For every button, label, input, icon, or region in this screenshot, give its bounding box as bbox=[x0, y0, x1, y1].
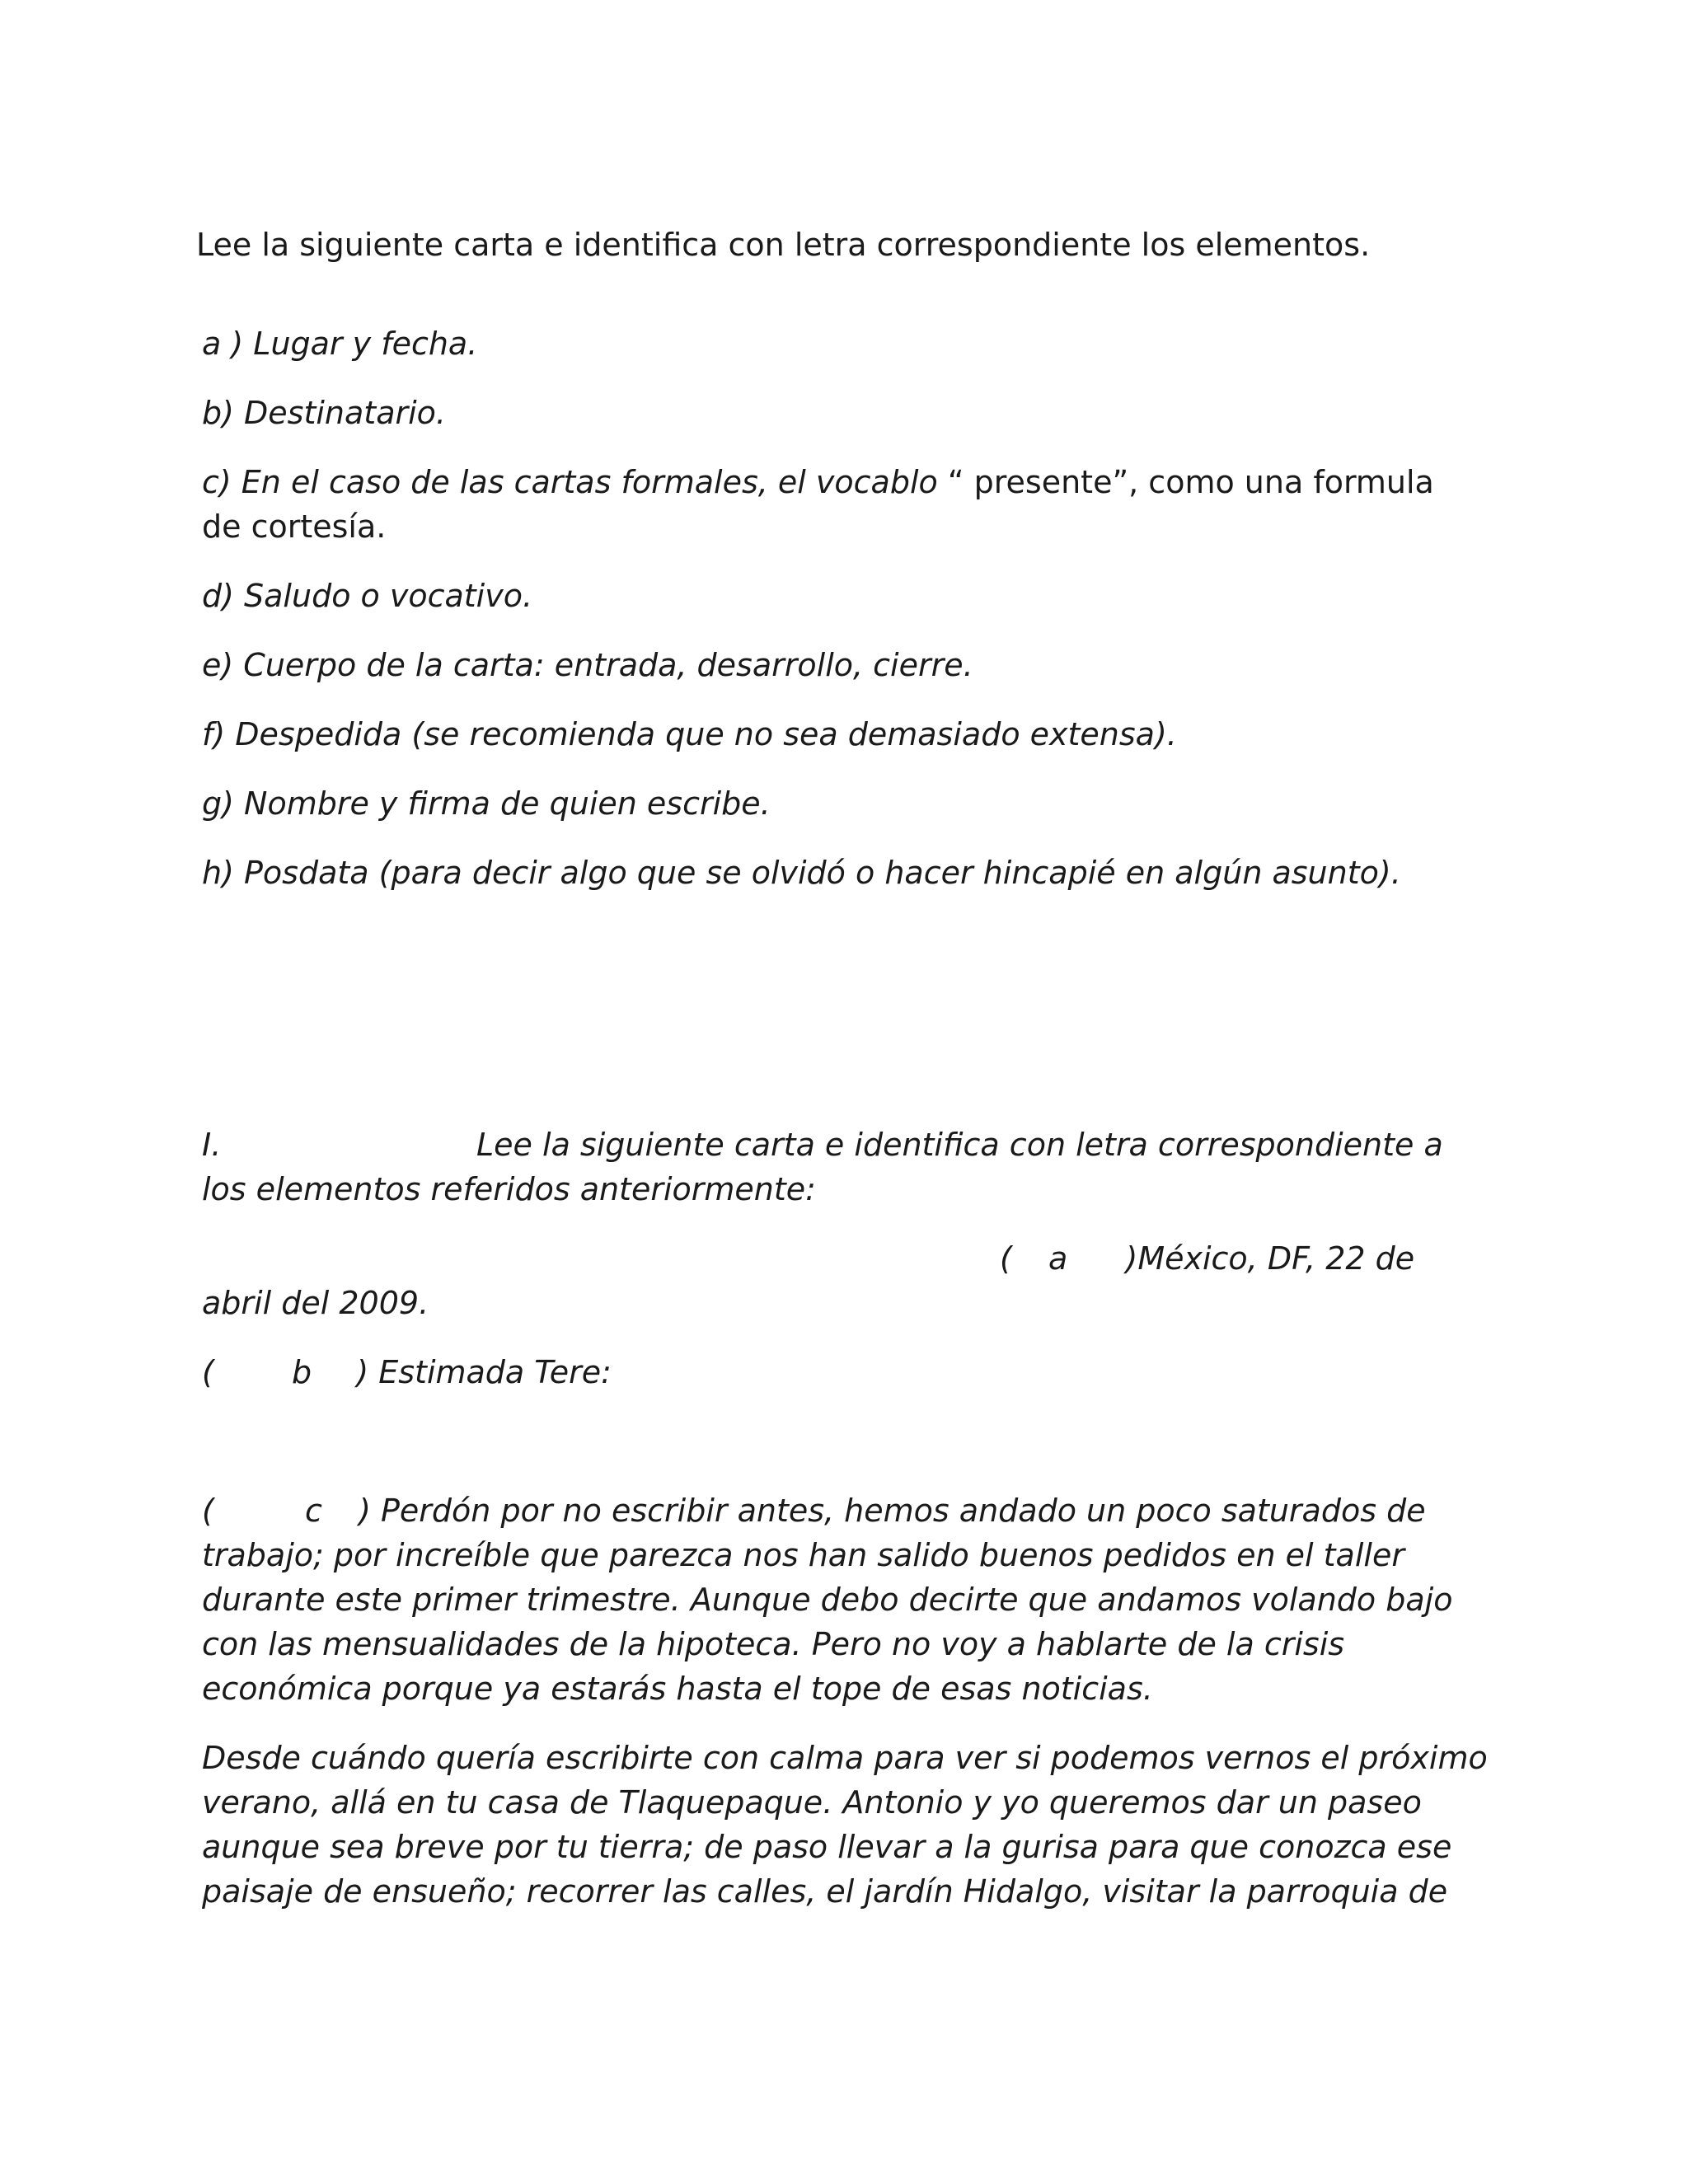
letter-body-p1-line3: durante este primer trimestre. Aunque debo decirte que andamos volando bajo bbox=[202, 1582, 1453, 1618]
element-e: e) Cuerpo de la carta: entrada, desarrollo, cierre. bbox=[202, 647, 973, 683]
letter-body-p1-line5: económica porque ya estarás hasta el tope de esas noticias. bbox=[202, 1671, 1153, 1707]
instruction-heading: Lee la siguiente carta e identifica con letra correspondiente los elementos. bbox=[196, 227, 1371, 263]
element-g: g) Nombre y firma de quien escribe. bbox=[202, 785, 771, 822]
element-c-italic: c) En el caso de las cartas formales, el vocablo bbox=[202, 464, 938, 500]
letter-body-p1-line4: con las mensualidades de la hipoteca. Pero no voy a hablarte de la crisis bbox=[202, 1626, 1345, 1662]
date-paren-open: ( bbox=[1000, 1240, 1012, 1277]
body-answer: c bbox=[305, 1493, 322, 1529]
letter-body-p2-line4: paisaje de ensueño; recorrer las calles, el jardín Hidalgo, visitar la parroquia de bbox=[202, 1873, 1448, 1910]
section-instruction-line2: los elementos referidos anteriormente: bbox=[202, 1171, 816, 1207]
letter-body-p2-line3: aunque sea breve por tu tierra; de paso llevar a la gurisa para que conozca ese bbox=[202, 1829, 1452, 1865]
section-numeral: I. bbox=[202, 1127, 222, 1163]
element-h: h) Posdata (para decir algo que se olvidó o hacer hincapié en algún asunto). bbox=[202, 855, 1401, 891]
element-a: a ) Lugar y fecha. bbox=[202, 326, 478, 362]
letter-date-line2: abril del 2009. bbox=[202, 1285, 429, 1321]
element-c bbox=[202, 460, 1434, 504]
letter-body-p1-line1 bbox=[202, 1488, 1426, 1533]
element-b: b) Destinatario. bbox=[202, 395, 446, 431]
letter-greeting bbox=[202, 1350, 612, 1394]
greeting-paren-open: ( bbox=[202, 1354, 214, 1390]
element-d: d) Saludo o vocativo. bbox=[202, 578, 533, 614]
element-c-quote: “ presente”, como una formula bbox=[947, 464, 1434, 500]
body-p1-text: ) Perdón por no escribir antes, hemos andado un poco saturados de bbox=[359, 1493, 1426, 1529]
letter-body-p2-line2: verano, allá en tu casa de Tlaquepaque. Antonio y yo queremos dar un paseo bbox=[202, 1784, 1422, 1821]
body-paren-open: ( bbox=[202, 1493, 214, 1529]
greeting-text: ) Estimada Tere: bbox=[356, 1354, 612, 1390]
element-f: f) Despedida (se recomienda que no sea demasiado extensa). bbox=[202, 716, 1177, 752]
section-instruction-line1: Lee la siguiente carta e identifica con letra correspondiente a bbox=[476, 1127, 1443, 1163]
element-c-cont: de cortesía. bbox=[202, 509, 387, 545]
date-text: )México, DF, 22 de bbox=[1125, 1240, 1415, 1277]
greeting-answer: b bbox=[292, 1354, 312, 1390]
letter-body-p2-line1: Desde cuándo quería escribirte con calma para ver si podemos vernos el próximo bbox=[202, 1740, 1488, 1776]
letter-body-p1-line2: trabajo; por increíble que parezca nos han salido buenos pedidos en el taller bbox=[202, 1537, 1404, 1573]
date-answer: a bbox=[1048, 1240, 1068, 1277]
letter-date-line1 bbox=[1000, 1236, 1414, 1281]
